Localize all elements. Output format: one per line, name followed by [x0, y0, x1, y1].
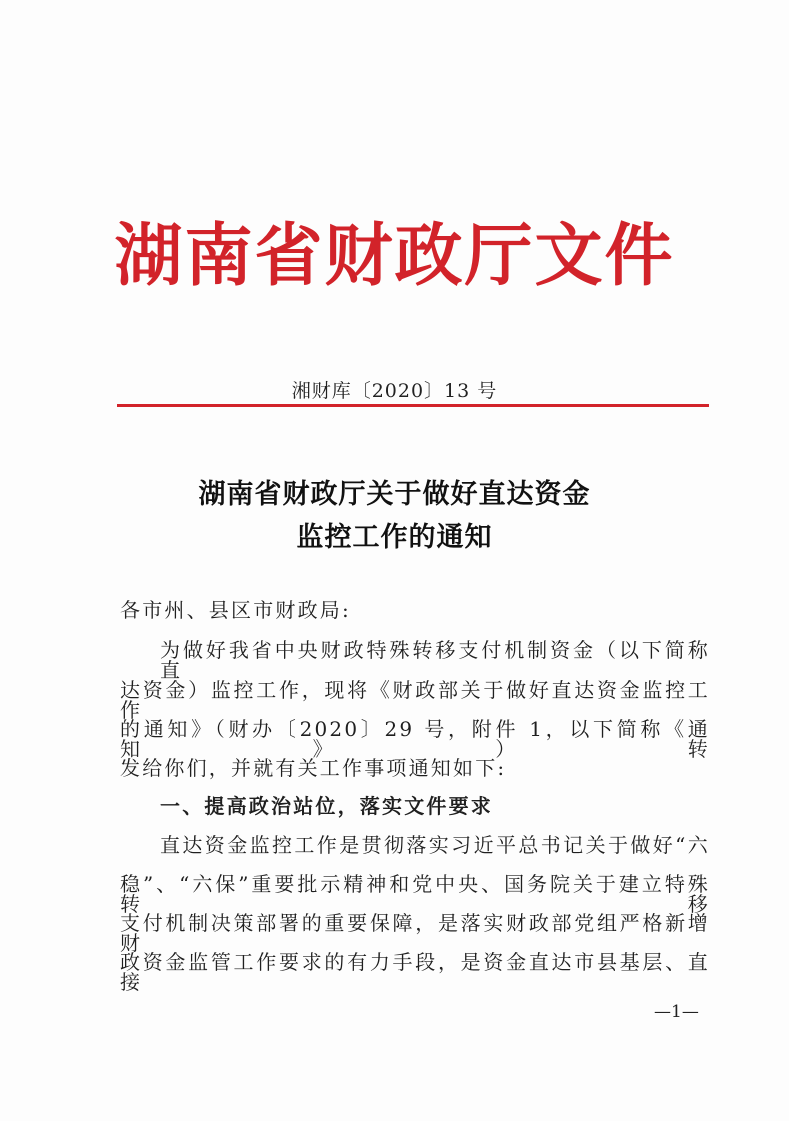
header-red-divider — [117, 404, 709, 407]
paragraph-2-line-1: 直达资金监控工作是贯彻落实习近平总书记关于做好“六 — [160, 833, 710, 857]
notice-title-line-1: 湖南省财政厅关于做好直达资金 — [198, 479, 591, 510]
notice-title-line-2: 监控工作的通知 — [296, 522, 493, 553]
paragraph-1-line-3: 的通知》（财办〔2020〕29 号，附件 1，以下简称《通知》）转 — [120, 717, 710, 761]
paragraph-1-line-2: 达资金）监控工作，现将《财政部关于做好直达资金监控工作 — [120, 678, 710, 722]
paragraph-2-line-3: 支付机制决策部署的重要保障，是落实财政部党组严格新增财 — [120, 911, 710, 955]
section-1-heading: 一、提高政治站位，落实文件要求 — [160, 794, 493, 818]
salutation: 各市州、县区市财政局: — [120, 598, 351, 622]
paragraph-2-line-2: 稳”、“六保”重要批示精神和党中央、国务院关于建立特殊转移 — [120, 872, 710, 916]
page-number: —1— — [654, 1002, 699, 1022]
document-number: 湘财库〔2020〕13 号 — [291, 380, 498, 402]
document-header-title: 湖南省财政厅文件 — [114, 216, 675, 296]
paragraph-2-line-4: 政资金监管工作要求的有力手段，是资金直达市县基层、直接 — [120, 950, 710, 994]
paragraph-1-line-1: 为做好我省中央财政特殊转移支付机制资金（以下简称直 — [160, 638, 710, 682]
paragraph-1-line-4: 发给你们，并就有关工作事项通知如下: — [120, 756, 507, 780]
